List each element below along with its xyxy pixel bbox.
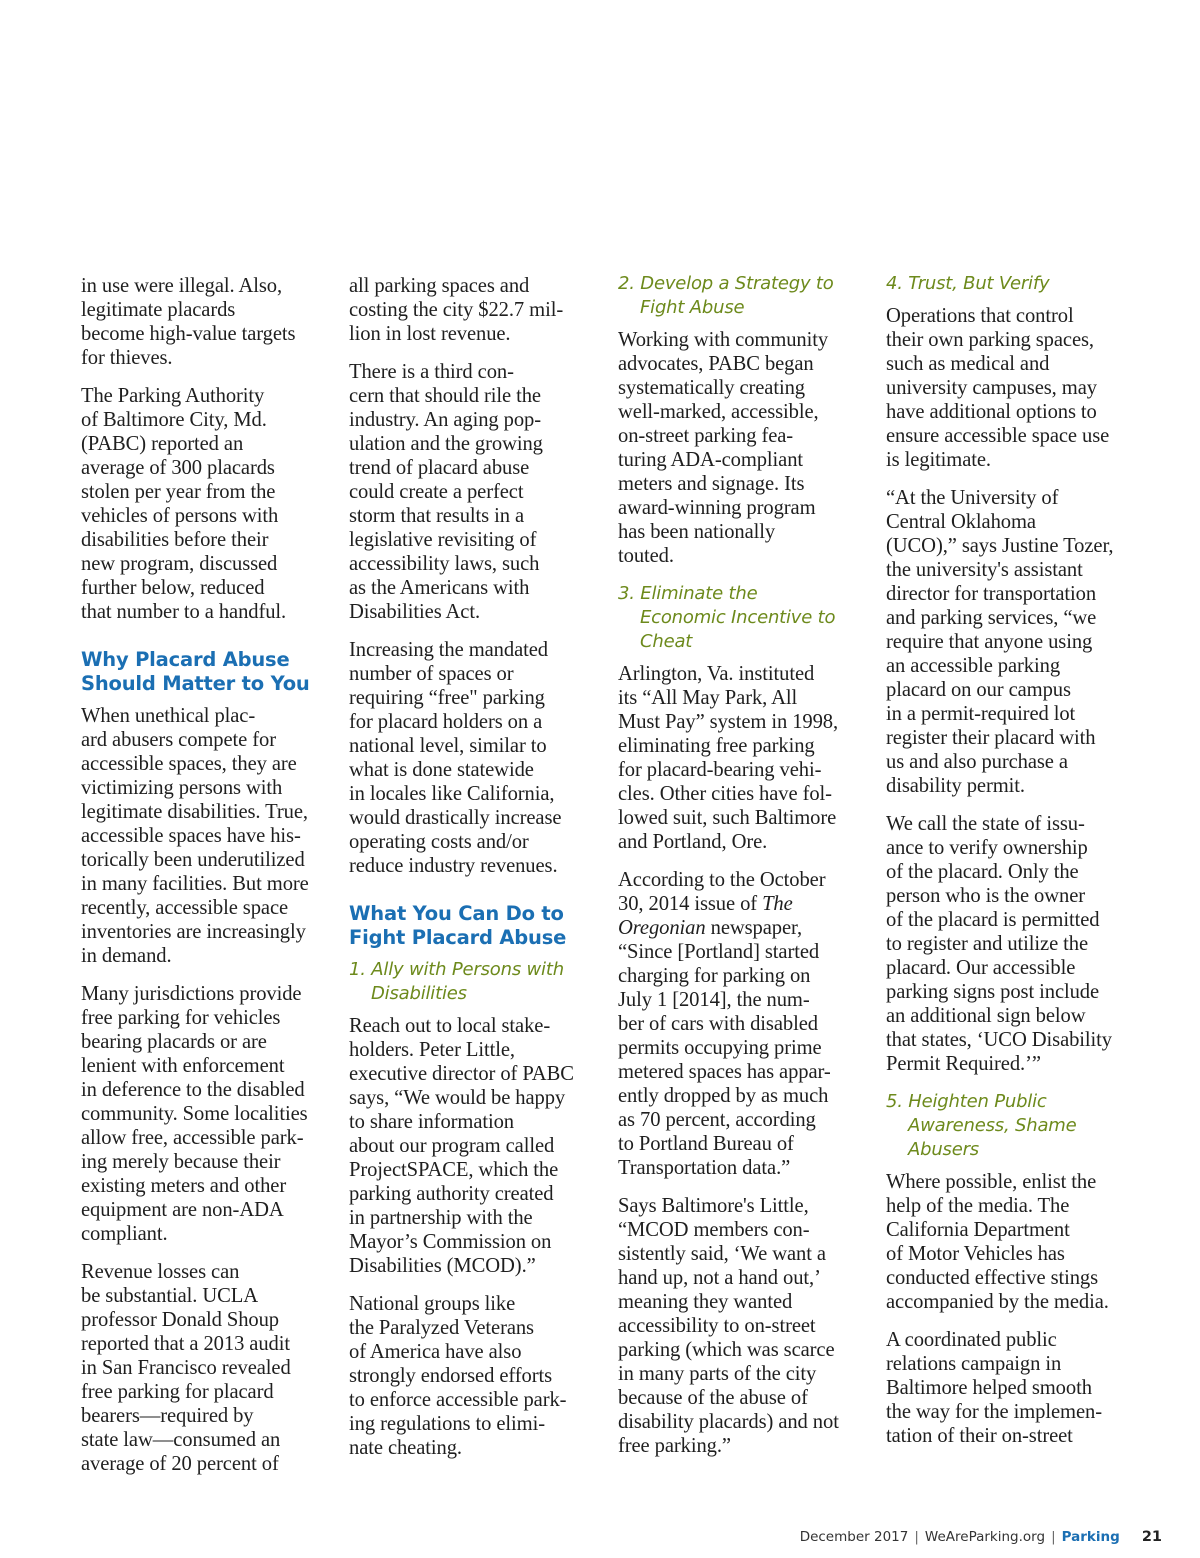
paragraph <box>886 1170 1126 1314</box>
text-line: holders. Peter Little, <box>349 1039 515 1061</box>
text-line: in San Francisco revealed <box>81 1357 291 1379</box>
text-line: Reach out to local stake- <box>349 1015 551 1037</box>
text-line: 3. Eliminate the <box>618 583 758 604</box>
text-line: number of spaces or <box>349 663 514 685</box>
magazine-brand: Parking <box>1061 1529 1120 1545</box>
column-2 <box>349 272 589 1474</box>
text-line: university campuses, may <box>886 377 1097 399</box>
text-line: to share information <box>349 1111 514 1133</box>
text-line: legitimate disabilities. True, <box>81 801 308 823</box>
text-line: has been nationally <box>618 521 776 543</box>
text-line: executive director of PABC <box>349 1063 574 1085</box>
text-line: in many facilities. But more <box>81 873 309 895</box>
text-line: There is a third con- <box>349 361 514 383</box>
paragraph <box>618 662 858 854</box>
text-line: in partnership with the <box>349 1207 533 1229</box>
text-line: to Portland Bureau of <box>618 1133 794 1155</box>
page-number: 21 <box>1141 1529 1162 1545</box>
text-line: lion in lost revenue. <box>349 323 511 345</box>
text-line: meters and signage. Its <box>618 473 805 495</box>
text-line: accessible spaces have his- <box>81 825 301 847</box>
text-line: legislative revisiting of <box>349 529 537 551</box>
text-line: Must Pay” system in 1998, <box>618 711 839 733</box>
text-line: Transportation data.” <box>618 1157 791 1179</box>
text-line: ing merely because their <box>81 1151 281 1173</box>
text-line: the Paralyzed Veterans <box>349 1317 534 1339</box>
text-line: for thieves. <box>81 347 173 369</box>
text-line: lenient with enforcement <box>81 1055 285 1077</box>
text-line: register their placard with <box>886 727 1096 749</box>
text-line: community. Some localities <box>81 1103 308 1125</box>
paragraph <box>349 274 589 346</box>
paragraph <box>81 982 316 1246</box>
section-heading-why-placard-abuse <box>81 648 316 696</box>
text-line: Disabilities (MCOD).” <box>349 1255 536 1277</box>
text-line: Says Baltimore's Little, <box>618 1195 809 1217</box>
text-line: parking authority created <box>349 1183 554 1205</box>
text-line: director for transportation <box>886 583 1097 605</box>
text-line: meaning they wanted <box>618 1291 793 1313</box>
paragraph <box>81 274 316 370</box>
section-heading-what-you-can-do <box>349 902 589 950</box>
text-line: in a permit-required lot <box>886 703 1076 725</box>
text-line: metered spaces has appar- <box>618 1061 831 1083</box>
text-line: person who is the owner <box>886 885 1086 907</box>
footer-separator: | <box>1051 1529 1056 1545</box>
text-line: because of the abuse of <box>618 1387 808 1409</box>
text-line: be substantial. UCLA <box>81 1285 259 1307</box>
text-line: allow free, accessible park- <box>81 1127 304 1149</box>
column-4 <box>886 272 1126 1462</box>
text-line: its “All May Park, All <box>618 687 798 709</box>
issue-date: December 2017 <box>799 1529 909 1545</box>
text-line: bearers—required by <box>81 1405 254 1427</box>
text-line: further below, reduced <box>81 577 265 599</box>
text-line: parking signs post include <box>886 981 1100 1003</box>
text-line: professor Donald Shoup <box>81 1309 279 1331</box>
subheading-heighten-awareness <box>886 1090 1126 1162</box>
text-line: touted. <box>618 545 674 567</box>
text-line: Awareness, Shame <box>908 1115 1077 1136</box>
text-line: systematically creating <box>618 377 805 399</box>
text-line: victimizing persons with <box>81 777 283 799</box>
text-line: torically been underutilized <box>81 849 305 871</box>
text-line: We call the state of issu- <box>886 813 1085 835</box>
text-line: bearing placards or are <box>81 1031 267 1053</box>
text-line: average of 300 placards <box>81 457 275 479</box>
footer-separator: | <box>914 1529 919 1545</box>
text-line: reported that a 2013 audit <box>81 1333 290 1355</box>
text-line: strongly endorsed efforts <box>349 1365 553 1387</box>
text-line: us and also purchase a <box>886 751 1068 773</box>
page-footer <box>800 1529 1162 1545</box>
text-line: accessibility to on-street <box>618 1315 816 1337</box>
text-line: Disabilities Act. <box>349 601 481 623</box>
text-line: Many jurisdictions provide <box>81 983 302 1005</box>
paragraph-oregonian-quote <box>618 868 858 1180</box>
subheading-trust-but-verify <box>886 272 1126 296</box>
text-line: Arlington, Va. instituted <box>618 663 815 685</box>
text-line: Should Matter to You <box>81 672 310 695</box>
text-line: to enforce accessible park- <box>349 1389 567 1411</box>
text-line: accompanied by the media. <box>886 1291 1109 1313</box>
text-line: become high-value targets <box>81 323 296 345</box>
paragraph <box>349 638 589 878</box>
text-line: in use were illegal. Also, <box>81 275 283 297</box>
text-line: national level, similar to <box>349 735 547 757</box>
paragraph <box>349 1292 589 1460</box>
text-line: ard abusers compete for <box>81 729 276 751</box>
text-line: about our program called <box>349 1135 555 1157</box>
text-line: Economic Incentive to <box>640 607 836 628</box>
paragraph <box>349 360 589 624</box>
text-line: ProjectSPACE, which the <box>349 1159 559 1181</box>
text-line: Why Placard Abuse <box>81 648 290 671</box>
subheading-eliminate-incentive <box>618 582 858 654</box>
text-line: of the placard is permitted <box>886 909 1100 931</box>
text-line: that states, ‘UCO Disability <box>886 1029 1112 1051</box>
paragraph <box>886 812 1126 1076</box>
text-line: placard on our campus <box>886 679 1071 701</box>
text-line: 5. Heighten Public <box>886 1091 1047 1112</box>
text-line: Operations that control <box>886 305 1074 327</box>
text-line: 4. Trust, But Verify <box>886 273 1050 294</box>
text-line: says, “We would be happy <box>349 1087 566 1109</box>
text-line: what is done statewide <box>349 759 534 781</box>
text-line: the university's assistant <box>886 559 1083 581</box>
text-line: Increasing the mandated <box>349 639 548 661</box>
text-line: (PABC) reported an <box>81 433 244 455</box>
text-line: that number to a handful. <box>81 601 287 623</box>
text-run: newspaper, <box>705 917 803 939</box>
text-line: ently dropped by as much <box>618 1085 829 1107</box>
text-line: require that anyone using <box>886 631 1093 653</box>
text-line: ensure accessible space use <box>886 425 1110 447</box>
text-line: 1. Ally with Persons with <box>349 959 564 980</box>
text-line: ance to verify ownership <box>886 837 1088 859</box>
text-line: and Portland, Ore. <box>618 831 768 853</box>
text-line: “Since [Portland] started <box>618 941 820 963</box>
text-line: conducted effective stings <box>886 1267 1099 1289</box>
text-line: of Baltimore City, Md. <box>81 409 267 431</box>
text-line: A coordinated public <box>886 1329 1057 1351</box>
text-line: trend of placard abuse <box>349 457 530 479</box>
text-line: ber of cars with disabled <box>618 1013 818 1035</box>
text-line: parking (which was scarce <box>618 1339 835 1361</box>
text-line: Abusers <box>908 1139 979 1160</box>
text-line: as the Americans with <box>349 577 530 599</box>
text-line: cles. Other cities have fol- <box>618 783 832 805</box>
text-line: Central Oklahoma <box>886 511 1036 533</box>
text-line: accessibility laws, such <box>349 553 540 575</box>
text-line: cern that should rile the <box>349 385 541 407</box>
text-line: 2. Develop a Strategy to <box>618 273 834 294</box>
text-line: According to the October <box>618 869 826 891</box>
text-line: costing the city $22.7 mil- <box>349 299 564 321</box>
text-line: July 1 [2014], the num- <box>618 989 810 1011</box>
text-line: Fight Placard Abuse <box>349 926 567 949</box>
text-line: inventories are increasingly <box>81 921 306 943</box>
text-line: When unethical plac- <box>81 705 256 727</box>
text-line: permits occupying prime <box>618 1037 822 1059</box>
text-line: compliant. <box>81 1223 168 1245</box>
text-line: of the placard. Only the <box>886 861 1079 883</box>
paragraph <box>886 1328 1126 1448</box>
website-link[interactable]: WeAreParking.org <box>924 1529 1046 1545</box>
text-line: “MCOD members con- <box>618 1219 810 1241</box>
text-line: disabilities before their <box>81 529 269 551</box>
paragraph <box>81 384 316 624</box>
text-line: is legitimate. <box>886 449 991 471</box>
text-line: well-marked, accessible, <box>618 401 819 423</box>
text-line: Disabilities <box>371 983 467 1004</box>
text-line: hand up, not a hand out,’ <box>618 1267 821 1289</box>
text-line: in many parts of the city <box>618 1363 817 1385</box>
subheading-ally-with-persons <box>349 958 589 1006</box>
text-line: state law—consumed an <box>81 1429 281 1451</box>
text-line: tation of their on-street <box>886 1425 1073 1447</box>
text-line: recently, accessible space <box>81 897 289 919</box>
text-line: charging for parking on <box>618 965 811 987</box>
text-line: could create a perfect <box>349 481 524 503</box>
text-line: advocates, PABC began <box>618 353 814 375</box>
text-line: The Parking Authority <box>81 385 265 407</box>
text-line: their own parking spaces, <box>886 329 1094 351</box>
text-line: Where possible, enlist the <box>886 1171 1097 1193</box>
text-line: free parking for vehicles <box>81 1007 281 1029</box>
column-3 <box>618 272 858 1472</box>
text-line: reduce industry revenues. <box>349 855 558 877</box>
text-line: Cheat <box>640 631 693 652</box>
column-1 <box>81 272 316 1490</box>
paragraph <box>81 1260 316 1476</box>
text-line: average of 20 percent of <box>81 1453 279 1475</box>
text-line: vehicles of persons with <box>81 505 279 527</box>
text-line: free parking for placard <box>81 1381 274 1403</box>
text-line: ing regulations to elimi- <box>349 1413 545 1435</box>
text-line: Baltimore helped smooth <box>886 1377 1092 1399</box>
text-line: such as medical and <box>886 353 1050 375</box>
text-line: new program, discussed <box>81 553 278 575</box>
text-line: nate cheating. <box>349 1437 462 1459</box>
text-line: disability placards) and not <box>618 1411 839 1433</box>
text-line: award-winning program <box>618 497 816 519</box>
text-line: placard. Our accessible <box>886 957 1076 979</box>
text-line: to register and utilize the <box>886 933 1089 955</box>
text-lines <box>618 940 858 1180</box>
publication-title: The <box>762 893 793 915</box>
text-line: operating costs and/or <box>349 831 529 853</box>
text-line: Mayor’s Commission on <box>349 1231 552 1253</box>
text-line: in deference to the disabled <box>81 1079 305 1101</box>
text-line: help of the media. The <box>886 1195 1070 1217</box>
paragraph <box>618 1194 858 1458</box>
text-line: free parking.” <box>618 1435 731 1457</box>
text-line: on-street parking fea- <box>618 425 794 447</box>
text-line: California Department <box>886 1219 1070 1241</box>
text-line: Revenue losses can <box>81 1261 240 1283</box>
text-line: an additional sign below <box>886 1005 1086 1027</box>
text-line: accessible spaces, they are <box>81 753 297 775</box>
text-line: of Motor Vehicles has <box>886 1243 1065 1265</box>
text-line: for placard-bearing vehi- <box>618 759 822 781</box>
text-line: relations campaign in <box>886 1353 1062 1375</box>
paragraph <box>886 304 1126 472</box>
text-line: What You Can Do to <box>349 902 564 925</box>
text-line: National groups like <box>349 1293 516 1315</box>
text-line: lowed suit, such Baltimore <box>618 807 837 829</box>
text-line: Fight Abuse <box>640 297 745 318</box>
text-line: have additional options to <box>886 401 1097 423</box>
paragraph <box>618 328 858 568</box>
text-line: in locales like California, <box>349 783 555 805</box>
text-line: equipment are non-ADA <box>81 1199 284 1221</box>
text-line: the way for the implemen- <box>886 1401 1102 1423</box>
text-line: Working with community <box>618 329 829 351</box>
text-line: requiring “free" parking <box>349 687 545 709</box>
text-line: an accessible parking <box>886 655 1061 677</box>
text-line: legitimate placards <box>81 299 236 321</box>
text-line <box>618 892 858 916</box>
subheading-develop-strategy <box>618 272 858 320</box>
publication-title: Oregonian <box>618 917 706 939</box>
paragraph <box>81 704 316 968</box>
text-line: industry. An aging pop- <box>349 409 541 431</box>
text-line: and parking services, “we <box>886 607 1097 629</box>
paragraph <box>349 1014 589 1278</box>
text-line <box>618 916 858 940</box>
text-line: storm that results in a <box>349 505 525 527</box>
text-line: all parking spaces and <box>349 275 530 297</box>
text-line: would drastically increase <box>349 807 562 829</box>
text-line: Permit Required.’” <box>886 1053 1041 1075</box>
text-line: eliminating free parking <box>618 735 815 757</box>
text-line: turing ADA-compliant <box>618 449 804 471</box>
text-line: sistently said, ‘We want a <box>618 1243 826 1265</box>
text-run: 30, 2014 issue of <box>618 893 763 915</box>
text-line: in demand. <box>81 945 172 967</box>
text-line: ulation and the growing <box>349 433 543 455</box>
text-line: existing meters and other <box>81 1175 287 1197</box>
text-line: of America have also <box>349 1341 522 1363</box>
text-line: (UCO),” says Justine Tozer, <box>886 535 1114 557</box>
text-line: as 70 percent, according <box>618 1109 816 1131</box>
text-line: for placard holders on a <box>349 711 543 733</box>
text-line: disability permit. <box>886 775 1025 797</box>
paragraph <box>886 486 1126 798</box>
text-line: stolen per year from the <box>81 481 276 503</box>
text-line: “At the University of <box>886 487 1059 509</box>
